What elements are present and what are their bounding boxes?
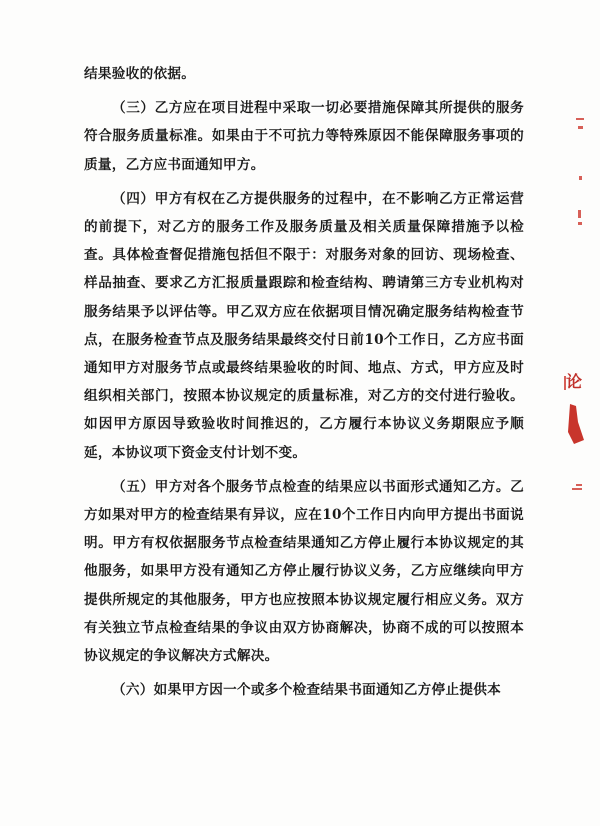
seal-fragment [578, 210, 581, 218]
seal-edge-text: 论 [566, 372, 583, 391]
seal-fragment [572, 488, 582, 490]
seal-fragment [579, 176, 582, 180]
paragraph-clause-4: （四）甲方有权在乙方提供服务的过程中，在不影响乙方正常运营的前提下，对乙方的服务工作及服务质量及相关质量保障措施予以检查。具体检查督促措施包括但不限于：对服务对象的回访、现场检查、样品抽查、要求乙方汇报质量跟踪和检查结构、聘请第三方专业机构对服务结果予以评估等。甲乙双方应在依据项目情况确定服务结构检查节点，在服务检查节点及服务结果最终交付日前10个工作日，乙方应书面通知甲方对服务节点或最终结果验收的时间、地点、方式，甲方应及时组织相关部门，按照本协议规定的质量标准，对乙方的交付进行验收。如因甲方原因导致验收时间推迟的，乙方履行本协议义务期限应予顺延，本协议项下资金支付计划不变。 [84, 190, 524, 461]
paragraph-clause-3: （三）乙方应在项目进程中采取一切必要措施保障其所提供的服务符合服务质量标准。如果由于不可抗力等特殊原因不能保障服务事项的质量，乙方应书面通知甲方。 [84, 100, 524, 173]
seal-fragment [576, 118, 584, 120]
paragraph-clause-6: （六）如果甲方因一个或多个检查结果书面通知乙方停止提供本 [112, 682, 502, 699]
seal-fragment [578, 126, 583, 129]
seal-fragment [578, 222, 582, 225]
seal-wedge-icon [566, 402, 584, 446]
paragraph-continuation: 结果验收的依据。 [84, 66, 196, 82]
seal-fragment [576, 484, 582, 486]
paragraph-clause-5: （五）甲方对各个服务节点检查的结果应以书面形式通知乙方。乙方如果对甲方的检查结果有异议，应在10个工作日内向甲方提出书面说明。甲方有权依据服务节点检查结果通知乙方停止履行本协议规定的其他服务，如果甲方没有通知乙方停止履行协议义务，乙方应继续向甲方提供所规定的其他服务，甲方也应按照本协议规定履行相应义务。双方有关独立节点检查结果的争议由双方协商解决，协商不成的可以按照本协议规定的争议解决方式解决。 [84, 478, 524, 665]
seal-fragment [564, 376, 566, 390]
document-body [84, 60, 524, 710]
